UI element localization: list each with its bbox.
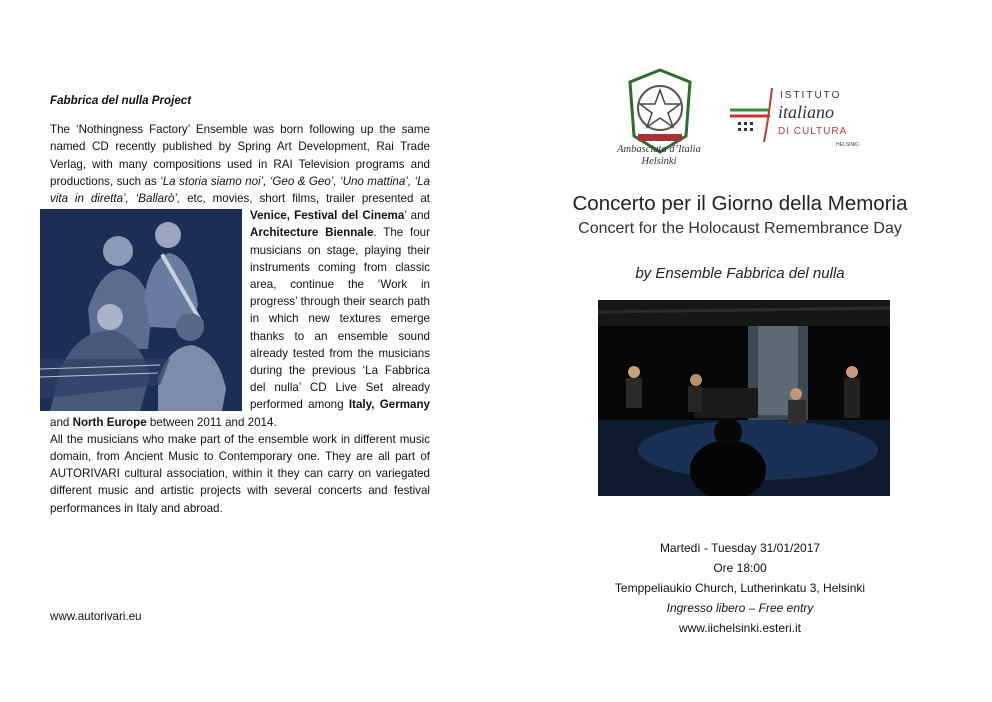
- embassy-caption: [594, 144, 724, 168]
- p1-text-e: between 2011 and 2014.: [146, 415, 277, 429]
- autorivari-url[interactable]: www.autorivari.eu: [50, 610, 142, 623]
- p1-venice: Venice, Festival del Cinema: [250, 209, 405, 223]
- iic-word-cultura: DI CULTURA: [778, 126, 848, 137]
- p1-text-d: . The four musicians on stage, playing their instruments coming from classic area, continue the ‘Work in progress’ through their search path in which new textures emerge thanks to an ensemble sound already tested from the musicians during the previous ‘La Fabbrica del nulla’ CD Live Set already performed among: [250, 226, 430, 412]
- italian-republic-emblem-icon: [620, 66, 700, 156]
- concert-stage-art: [598, 300, 890, 496]
- project-description: [50, 92, 430, 517]
- p1-text-b: etc, movies, short films, trailer presented at: [180, 192, 430, 206]
- event-venue: Temppeliaukio Church, Lutherinkatu 3, Helsinki: [614, 581, 866, 595]
- event-entry: Ingresso libero – Free entry: [666, 601, 814, 615]
- p1-architecture: Architecture Biennale: [250, 226, 374, 240]
- iic-word-istituto: ISTITUTO: [780, 90, 842, 101]
- p1-north-europe: North Europe: [72, 415, 147, 429]
- description-paragraph-2: All the musicians who make part of the ensemble work in different music domain, from Ancient Music to Contemporary one. They are all part of AUTORIVARI cultural association, within it they can carry on variegated different music and artistic projects with several concerts and festival performances in Italy and abroad.: [50, 432, 430, 515]
- ensemble-photo: [40, 209, 242, 411]
- ensemble-byline: by Ensemble Fabbrica del nulla: [635, 265, 845, 282]
- concert-title-english: Concert for the Holocaust Remembrance Day: [578, 220, 902, 237]
- event-time: Ore 18:00: [713, 561, 767, 575]
- p1-tv-titles: ‘La storia siamo noi’, ‘Geo & Geo’, ‘Uno mattina’, ‘La vita in diretta’, ‘Ballarò’,: [50, 174, 430, 206]
- istituto-italiano-logo: [730, 82, 870, 152]
- p1-text-a: The ‘Nothingness Factory’ Ensemble was born following up the same named CD recently published by Spring Art Development, Rai Trade Verlag, with many compositions used in RAI Television programs and productions, such as: [50, 123, 430, 188]
- event-details: [530, 538, 950, 638]
- ensemble-photo-art: [40, 209, 242, 411]
- p1-italy: Italy, Germany: [348, 398, 431, 412]
- embassy-city: Helsinki: [641, 156, 677, 167]
- embassy-name: Ambasciata d’Italia: [617, 144, 701, 155]
- iic-word-italiano: italiano: [778, 102, 835, 122]
- event-date: Martedì - Tuesday 31/01/2017: [659, 541, 821, 555]
- iic-website[interactable]: www.iichelsinki.esteri.it: [678, 621, 802, 635]
- p1-text-c: ’ and: [404, 209, 430, 223]
- project-heading: Fabbrica del nulla Project: [50, 94, 192, 107]
- p1-and: and: [50, 415, 73, 429]
- concert-title-italian: Concerto per il Giorno della Memoria: [572, 192, 908, 215]
- concert-photo: [598, 300, 890, 496]
- iic-word-helsinki: HELSINKI: [836, 142, 859, 148]
- description-paragraph-1: [50, 121, 430, 431]
